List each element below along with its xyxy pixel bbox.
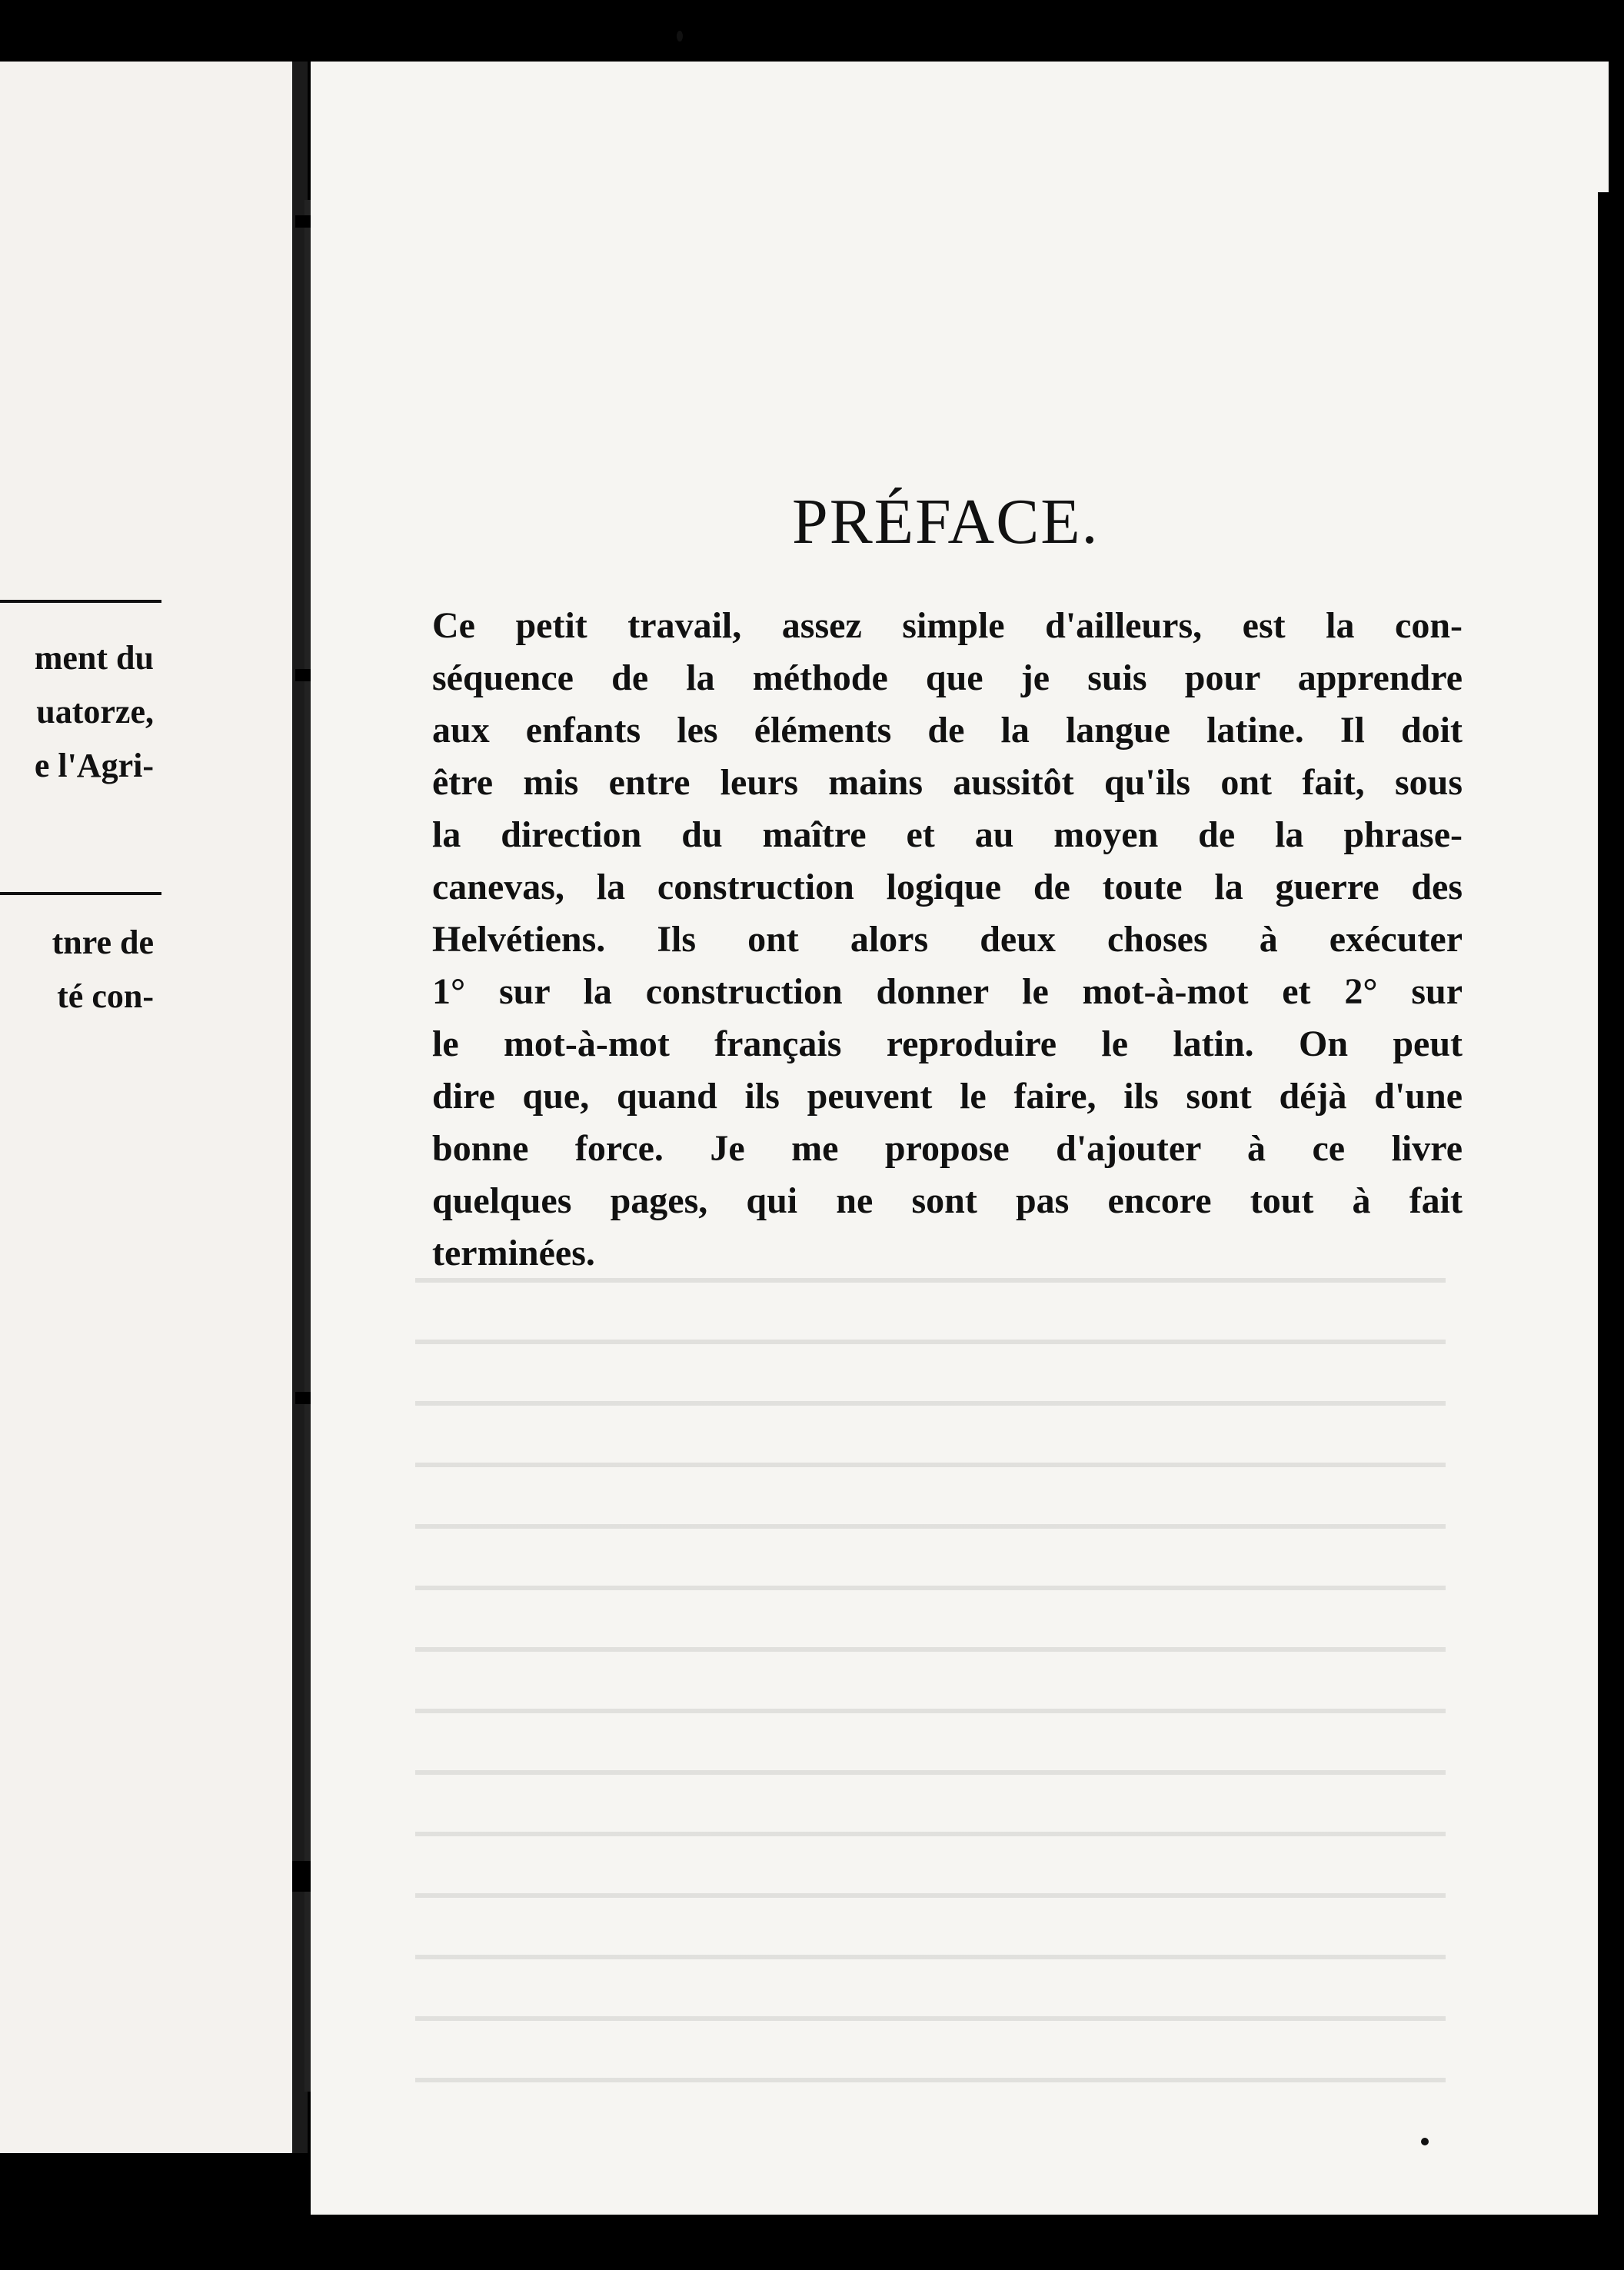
text-line: Ce petit travail, assez simple d'ailleurs, est la con- [432,605,1463,646]
text-line: terminées. [432,1233,595,1273]
page-title: PRÉFACE. [792,486,1100,558]
left-fragment: tnre de [52,924,154,961]
left-rule-bottom [0,892,161,895]
text-line: aux enfants les éléments de la langue latine. Il doit [432,710,1463,751]
left-fragment: ment du [34,639,154,677]
text-line: canevas, la construction logique de toute la guerre des [432,867,1463,907]
text-line: quelques pages, qui ne sont pas encore tout à fait [432,1180,1463,1221]
text-line: séquence de la méthode que je suis pour apprendre [432,657,1463,698]
left-fragment: e l'Agri- [34,747,154,784]
left-rule-top [0,600,161,603]
left-fragment: té con- [57,977,154,1015]
ink-speck [1421,2138,1429,2145]
left-fragment: uatorze, [36,693,154,731]
ink-speck [677,31,683,42]
text-line: être mis entre leurs mains aussitôt qu'ils ont fait, sous [432,762,1463,803]
text-line: 1° sur la construction donner le mot-à-mot et 2° sur [432,971,1463,1012]
text-line: le mot-à-mot français reproduire le latin. On peut [432,1023,1463,1064]
text-line: dire que, quand ils peuvent le faire, ils sont déjà d'une [432,1076,1463,1117]
left-page [0,62,308,2153]
text-line: la direction du maître et au moyen de la phrase- [432,814,1463,855]
preface-paragraph [432,600,1463,1280]
bleed-through-text [415,1246,1446,2092]
text-line: bonne force. Je me propose d'ajouter à ce livre [432,1128,1463,1169]
text-line: Helvétiens. Ils ont alors deux choses à exécuter [432,919,1463,960]
page-edge-shadow [1598,192,1609,2270]
binding-thread [304,200,311,2092]
